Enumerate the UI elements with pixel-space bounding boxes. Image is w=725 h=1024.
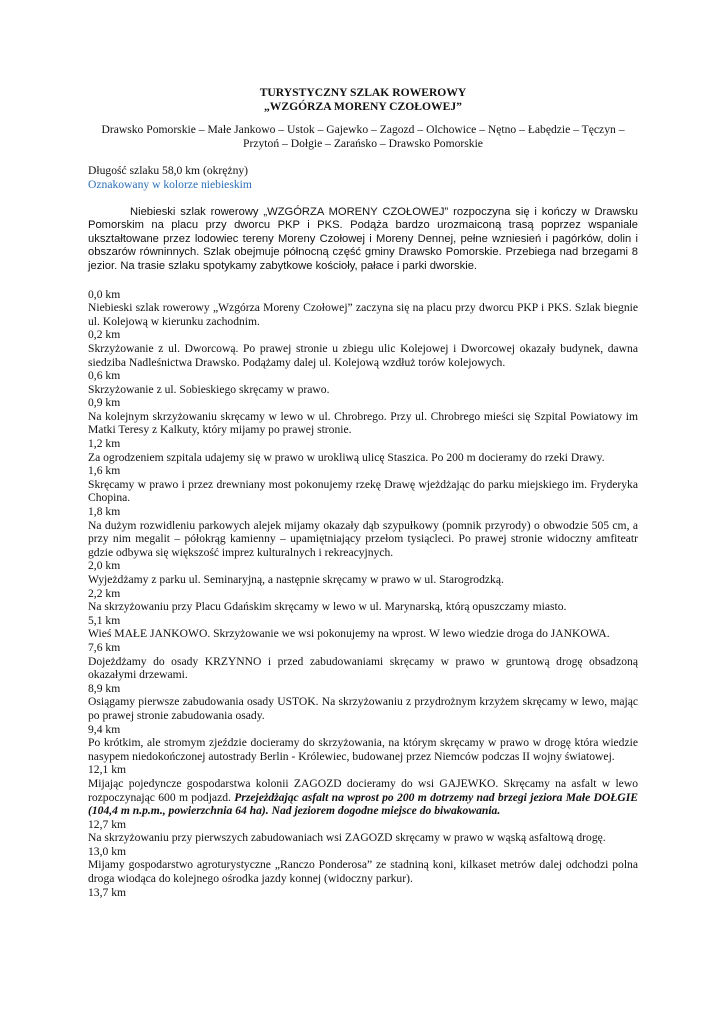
document-title xyxy=(88,86,638,113)
entry-text-regular: Mijając pojedyncze gospodarstwa kolonii ZAGOZD docieramy do wsi GAJEWKO. Skręcamy na asfalt w lewo rozpoczynając 600 m podjazd. xyxy=(88,776,638,804)
entry-km: 13,0 km xyxy=(88,844,127,858)
entry-km: 0,2 km xyxy=(88,328,121,342)
trail-length: Długość szlaku 58,0 km (okrężny) xyxy=(88,164,249,178)
entry-10 xyxy=(88,641,638,682)
entry-2 xyxy=(88,369,638,396)
entry-0 xyxy=(88,288,638,329)
entry-text-bold-italic: Przejeżdżając asfalt na wprost po 200 m dotrzemy nad brzegi jeziora Małe DOŁGIE (104,4 m n.p.m., powierzchnia 64 ha). Nad jeziorem dogodne miejsce do biwakowania. xyxy=(88,790,638,818)
entry-text: Na skrzyżowaniu przy pierwszych zabudowaniach wsi ZAGOZD skręcamy w prawo w wąską asfaltową drogę. xyxy=(88,831,606,845)
entry-5 xyxy=(88,464,638,505)
entry-text: Na skrzyżowaniu przy Placu Gdańskim skręcamy w lewo w ul. Marynarską, którą opuszczamy miasto. xyxy=(88,600,567,614)
entry-7 xyxy=(88,559,638,586)
title-line-2: „WZGÓRZA MORENY CZOŁOWEJ” xyxy=(264,99,462,113)
entry-15 xyxy=(88,845,638,886)
entry-1 xyxy=(88,328,638,369)
entry-text: Na dużym rozwidleniu parkowych alejek mijamy okazały dąb szypułkowy (pomnik przyrody) o obwodzie 505 cm, a przy nim megalit – półokrąg kamienny – upamiętniający przełom tysiącleci. Po prawej stronie widoczny amfiteatr gdzie odbywa się większość imprez kulturalnych i rekreacyjnych. xyxy=(88,518,638,559)
entry-text: Niebieski szlak rowerowy „Wzgórza Moreny Czołowej” zaczyna się na placu przy dworcu PKP i PKS. Szlak biegnie ul. Kolejową w kierunku zachodnim. xyxy=(88,301,638,328)
trail-marking: Oznakowany w kolorze niebieskim xyxy=(88,177,252,191)
intro-paragraph: Niebieski szlak rowerowy „WZGÓRZA MORENY CZOŁOWEJ” rozpoczyna się i kończy w Drawsku Pomorskim na placu przy dworcu PKP i PKS. Podąża bardzo urozmaiconą trasą poprzez wspaniale ukształtowane przez lodowiec tereny Moreny Czołowej i Moreny Dennej, pełne wzniesień i pagórków, dolin i obszarów równinnych. Szlak obejmuje północną część gminy Drawsko Pomorskie. Przebiega nad brzegami 8 jezior. Na trasie szlaku spotykamy zabytkowe kościoły, pałace i parki dworskie. xyxy=(88,205,638,272)
entry-km: 9,4 km xyxy=(88,722,121,736)
entry-12 xyxy=(88,723,638,764)
entry-km: 7,6 km xyxy=(88,640,121,654)
entry-text: Skręcamy w prawo i przez drewniany most pokonujemy rzekę Drawę wjeżdżając do parku miejskiego im. Fryderyka Chopina. xyxy=(88,477,638,505)
entry-km: 0,6 km xyxy=(88,369,121,383)
entry-text: Po krótkim, ale stromym zjeździe docieramy do skrzyżowania, na którym skręcamy w prawo w drogę która wiedzie nasypem niedokończonej autostrady Berlin - Królewiec, budowanej przez Niemców podczas II wojny światowej. xyxy=(88,736,638,763)
entry-11 xyxy=(88,682,638,723)
entry-9 xyxy=(88,614,638,641)
entry-km: 12,7 km xyxy=(88,817,127,831)
entry-km: 2,0 km xyxy=(88,559,121,573)
entry-text: Wieś MAŁE JANKOWO. Skrzyżowanie we wsi pokonujemy na wprost. W lewo wiedzie droga do JANKOWA. xyxy=(88,627,610,641)
entry-text: Mijamy gospodarstwo agroturystyczne „Ranczo Ponderosa” ze stadniną koni, kilkaset metrów dalej odchodzi polna droga wiodąca do kolejnego ośrodka jazdy konnej (widoczny parkur). xyxy=(88,858,638,886)
entry-text xyxy=(88,777,638,818)
entry-13 xyxy=(88,763,638,817)
entry-14 xyxy=(88,818,638,845)
entry-km: 0,9 km xyxy=(88,396,121,410)
entry-km: 1,8 km xyxy=(88,505,121,519)
entry-km: 13,7 km xyxy=(88,885,127,899)
entry-16 xyxy=(88,886,638,900)
entry-km: 5,1 km xyxy=(88,613,121,627)
entry-3 xyxy=(88,396,638,437)
entry-text: Dojeżdżamy do osady KRZYNNO i przed zabudowaniami skręcamy w prawo w gruntową drogę obsadzoną okazałymi drzewami. xyxy=(88,654,638,682)
document-page xyxy=(88,86,638,899)
entry-km: 0,0 km xyxy=(88,287,121,301)
entry-8 xyxy=(88,587,638,614)
entry-6 xyxy=(88,505,638,559)
entry-km: 8,9 km xyxy=(88,681,121,695)
entry-km: 2,2 km xyxy=(88,586,121,600)
entry-km: 1,6 km xyxy=(88,464,121,478)
title-line-1: TURYSTYCZNY SZLAK ROWEROWY xyxy=(259,86,467,99)
route-entries xyxy=(88,288,638,900)
entry-text: Na kolejnym skrzyżowaniu skręcamy w lewo w ul. Chrobrego. Przy ul. Chrobrego mieści się Szpital Powiatowy im Matki Teresy z Kalkuty, który mijamy po prawej stronie. xyxy=(88,409,638,437)
entry-text: Osiągamy pierwsze zabudowania osady USTOK. Na skrzyżowaniu z przydrożnym krzyżem skręcamy w lewo, mając po prawej stronie zabudowania osady. xyxy=(88,695,638,722)
entry-text: Skrzyżowanie z ul. Sobieskiego skręcamy w prawo. xyxy=(88,382,330,396)
entry-km: 1,2 km xyxy=(88,437,121,451)
entry-text: Za ogrodzeniem szpitala udajemy się w prawo w urokliwą ulicę Staszica. Po 200 m docieramy do rzeki Drawy. xyxy=(88,450,605,464)
entry-text: Wyjeżdżamy z parku ul. Seminaryjną, a następnie skręcamy w prawo w ul. Starogrodzką. xyxy=(88,573,504,586)
route-description: Drawsko Pomorskie – Małe Jankowo – Ustok – Gajewko – Zagozd – Olchowice – Nętno – Łabędzie – Tęczyn – Przytoń – Dołgie – Zarańsko – Drawsko Pomorskie xyxy=(101,123,625,150)
entry-4 xyxy=(88,437,638,464)
entry-km: 12,1 km xyxy=(88,763,127,777)
entry-text: Skrzyżowanie z ul. Dworcową. Po prawej stronie u zbiegu ulic Kolejowej i Dworcowej okazały budynek, dawna siedziba Nadleśnictwa Drawsko. Podążamy dalej ul. Kolejową wzdłuż torów kolejowych. xyxy=(88,341,638,369)
